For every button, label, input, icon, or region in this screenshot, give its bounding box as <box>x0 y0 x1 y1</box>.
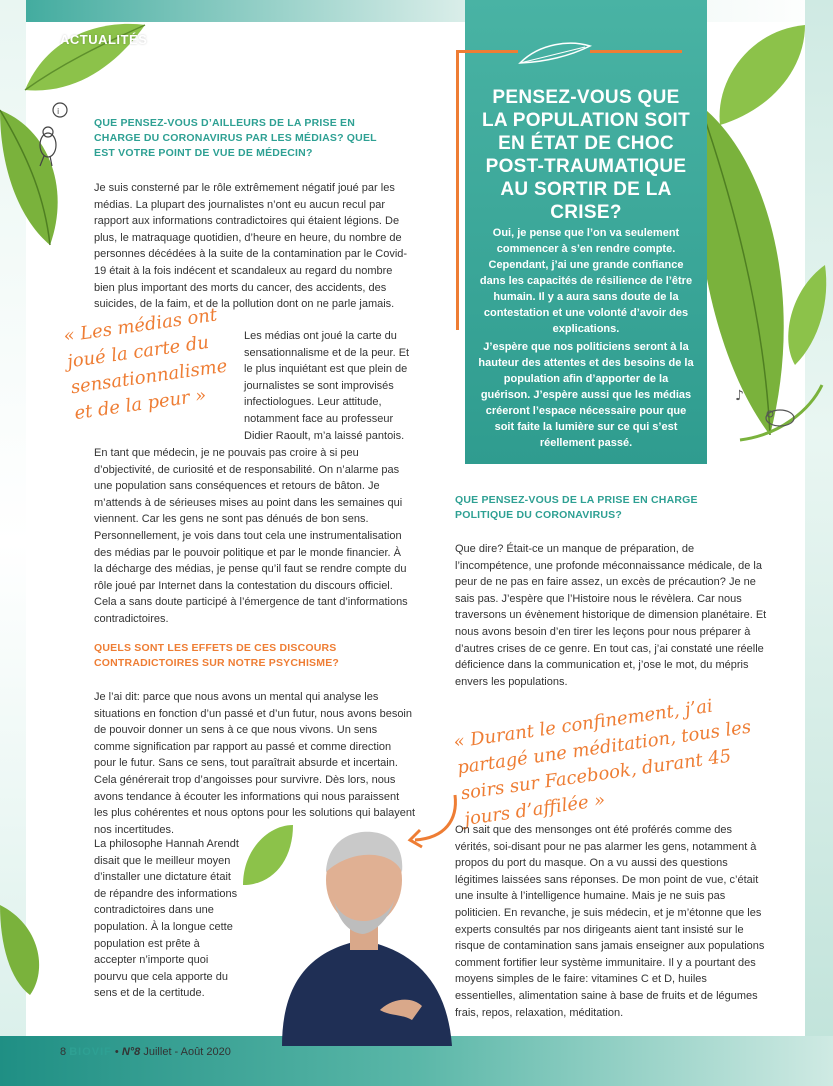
leaf-bottom-left-icon <box>0 900 50 1000</box>
feather-icon <box>515 38 595 68</box>
pull-quote-media: « Les médias ont joué la carte du sensationnalisme et de la peur » <box>62 304 229 425</box>
box-frame-top <box>456 50 518 53</box>
answer-media: Je suis consterné par le rôle extrêmement négatif joué par les médias. La plupart des journalistes n’ont eu aucun recul par rapport aux informations contradictoires qui étaient légions. De plus, le matraquage quotidien, d’heure en heure, du nombre de personnes décédées à la suite de la contamination par le Covid-19 était à la fois indécent et scandaleux au regard du nombre bien plus important des morts du cancer, des accidents, des suicides, de la faim, et de la pollution dont on ne parle jamais. <box>94 182 408 311</box>
bird-icon <box>30 100 70 170</box>
issue-date: Juillet - Août 2020 <box>143 1046 231 1058</box>
leaf-bird-right-icon <box>730 380 825 450</box>
answer-lies: On sait que des mensonges ont été proférés comme des vérités, soi-disant pour ne pas alarmer les gens, notamment à propos du port du masque. On a vu aussi des questions légitimes laissées sans réponses. De mon point de vue, c’était une insulte à l’intelligence humaine. Mais je ne suis pas politicien. En revanche, je suis médecin, et je m’étonne que les experts consultés par nos dirigeants aient tant insisté sur le risque de contamination sans jamais enseigner aux populations comment fortifier leur système immunitaire. Il y a pourtant des moyens simples de le faire: vitamines C et D, huiles essentielles, alimentation saine à base de fruits et de légumes frais, repos, relaxation, méditation. <box>455 824 765 1019</box>
answer-arendt: La philosophe Hannah Arendt disait que le meilleur moyen d’installer une dictature était de répandre des informations contradictoires dans une population. À la longue cette population est prête à accepter n’importe quoi pourvu que cela apporte du sens et de la certitude. <box>94 838 239 1000</box>
svg-text:i: i <box>57 107 60 116</box>
page-number: 8 <box>60 1046 67 1058</box>
answer-politics: Que dire? Était-ce un manque de préparation, de l’incompétence, une profonde méconnaissance médicale, de la peur de ne pas en faire assez, un excès de précaution? Je ne sais pas. J’espère que l’Histoire nous le révèlera. Car nous traversons un évènement historique de dimension planétaire. Et nous avons besoin d’en tirer les leçons pour nous préparer à d’autres crises de ce genre. En tout cas, j’ai constaté une réelle déficience dans la communication et, j’ose le mot, du mépris envers les populations. <box>455 543 767 688</box>
question-media: QUE PENSEZ-VOUS D’AILLEURS DE LA PRISE EN CHARGE DU CORONAVIRUS PAR LES MÉDIAS? QUEL EST VOTRE POINT DE VUE DE MÉDECIN? <box>94 117 377 159</box>
box-frame-top-right <box>590 50 682 53</box>
box-title: PENSEZ-VOUS QUE LA POPULATION SOIT EN ÉTAT DE CHOC POST-TRAUMATIQUE AU SORTIR DE LA CRISE? <box>481 87 691 223</box>
section-label: ACTUALITÉS <box>60 32 148 47</box>
box-answer-1: Oui, je pense que l’on va seulement commencer à s’en rendre compte. Cependant, j’ai une grande confiance dans les capacités de résilience de l’être humain. Il y a aura sans doute de la contestation et une volonté d’avoir des explications. <box>479 227 693 335</box>
arrow-icon <box>400 790 460 850</box>
brand-name: BIOVIF <box>69 1046 112 1058</box>
answer-media-continued: Les médias ont joué la carte du sensationnalisme et de la peur. Et le plus inquiétant est que plein de journalistes se sont improvisés infectiologues. Leur attitude, notamment face au professeur Didier Raoult, m’a laissé pantois. <box>244 330 410 442</box>
question-psychism: QUELS SONT LES EFFETS DE CES DISCOURS CONTRADICTOIRES SUR NOTRE PSYCHISME? <box>94 642 340 669</box>
svg-text:♪: ♪ <box>735 388 744 404</box>
issue-number: N°8 <box>121 1046 141 1058</box>
answer-media-final: En tant que médecin, je ne pouvais pas croire à si peu d’objectivité, de curiosité et de responsabilité. On n’alarme pas une population sans conséquences et retours de bâton. Je m’attends à de sérieuses mises au point dans les semaines qui viennent. Car les gens ne sont pas dénués de bon sens. Personnellement, je vois dans tout cela une instrumentalisation des médias par le pouvoir politique et par le monde financier. À la décharge des médias, je pense qu’il faut se rendre compte du rôle joué par Internet dans la contestation du discours officiel. Cela a sans doute participé à l’émergence de tant d’informations contradictoires. <box>94 447 408 625</box>
pull-quote-meditation: « Durant le confinement, j’ai partagé une méditation, tous les soirs sur Facebook, durant 45 jours d’affilée » <box>452 695 753 831</box>
footer <box>60 1046 231 1058</box>
footer-separator: • <box>114 1046 119 1058</box>
box-frame-left <box>456 50 459 330</box>
answer-psychism: Je l’ai dit: parce que nous avons un mental qui analyse les situations en fonction d’un passé et d’un futur, nous avons besoin de pouvoir donner un sens à ce que nous vivons. Un sens comme signification par rapport au passé et comme direction pour le futur. Sans ce sens, tout paraîtrait absurde et incertain. Cela générerait trop d’angoisses pour survivre. Dès lors, nous avons tendance à écouter les informations qui nous paraissent les plus cohérentes et nous optons pour les solutions qui balayent nos incertitudes. <box>94 691 416 836</box>
top-gradient-band <box>0 0 833 22</box>
box-answer-2: J’espère que nos politiciens seront à la hauteur des attentes et des besoins de la population afin d’apporter de la guérison. J’espère aussi que les médias créeront l’espace nécessaire pour que soit faite la lumière sur ce qui s’est réellement passé. <box>478 341 694 449</box>
question-politics: QUE PENSEZ-VOUS DE LA PRISE EN CHARGE POLITIQUE DU CORONAVIRUS? <box>455 494 698 521</box>
leaf-right-small-icon <box>780 260 830 370</box>
